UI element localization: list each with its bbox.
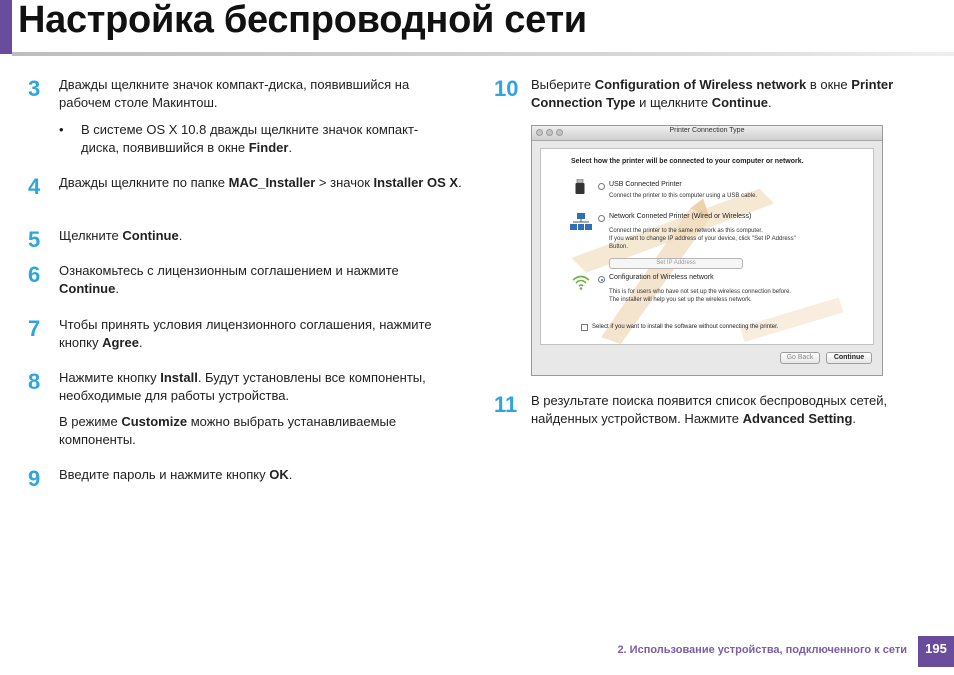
continue-button[interactable]: Continue bbox=[826, 352, 872, 364]
step-number: 7 bbox=[28, 316, 41, 341]
step-text: Введите пароль и нажмите кнопку OK. bbox=[59, 467, 293, 482]
step-number: 9 bbox=[28, 466, 41, 491]
step-number: 5 bbox=[28, 227, 41, 252]
network-icon bbox=[570, 213, 592, 231]
install-without-printer-label: Select if you want to install the software without connecting the printer. bbox=[592, 324, 779, 330]
dialog-title: Printer Connection Type bbox=[669, 127, 745, 134]
dialog-titlebar bbox=[532, 126, 882, 141]
step-text: В результате поиска появится список беспроводных сетей, найденных устройством. Нажмите Advanced Setting. bbox=[531, 393, 888, 426]
step-note: В режиме Customize можно выбрать устанавливаемые компоненты. bbox=[59, 414, 397, 447]
step-number: 3 bbox=[28, 76, 41, 101]
dialog-heading: Select how the printer will be connected to your computer or network. bbox=[571, 158, 804, 165]
wireless-option-label: Configuration of Wireless network bbox=[609, 274, 714, 281]
usb-icon bbox=[574, 179, 586, 195]
network-option-radio[interactable] bbox=[598, 215, 605, 222]
usb-option-radio[interactable] bbox=[598, 183, 605, 190]
printer-connection-dialog bbox=[531, 125, 883, 376]
step-number: 4 bbox=[28, 174, 41, 199]
step-text: Ознакомьтесь с лицензионным соглашением и нажмите Continue. bbox=[59, 263, 399, 296]
title-accent bbox=[0, 0, 12, 54]
network-option-desc: Connect the printer to the same network as this computer. If you want to change IP address of your device, click "Set IP Address" Button. bbox=[609, 228, 796, 250]
bullet-marker: • bbox=[59, 122, 64, 137]
wifi-icon bbox=[572, 274, 590, 290]
step-text: Дважды щелкните значок компакт-диска, появившийся на рабочем столе Макинтош. bbox=[59, 77, 410, 110]
step-text: Щелкните Continue. bbox=[59, 228, 183, 243]
title-divider bbox=[12, 52, 954, 56]
step-number: 10 bbox=[494, 76, 519, 101]
step-number: 8 bbox=[28, 369, 41, 394]
step-number: 6 bbox=[28, 262, 41, 287]
title-bar bbox=[0, 0, 954, 54]
step-text: Дважды щелкните по папке MAC_Installer > значок Installer OS X. bbox=[59, 175, 462, 190]
step-text: Чтобы принять условия лицензионного соглашения, нажмите кнопку Agree. bbox=[59, 317, 432, 350]
page-number: 195 bbox=[918, 636, 954, 667]
footer-chapter: 2. Использование устройства, подключенного к сети bbox=[617, 644, 907, 656]
network-option-label: Network Conneted Printer (Wired or Wireless) bbox=[609, 213, 752, 220]
page-title: Настройка беспроводной сети bbox=[18, 0, 587, 41]
step-text: Нажмите кнопку Install. Будут установлены все компоненты, необходимые для работы устройства. bbox=[59, 370, 426, 403]
step-text: Выберите Configuration of Wireless network в окне Printer Connection Type и щелкните Continue. bbox=[531, 77, 894, 110]
go-back-button[interactable]: Go Back bbox=[780, 352, 820, 364]
step-number: 11 bbox=[494, 392, 518, 417]
usb-option-desc: Connect the printer to this computer using a USB cable. bbox=[609, 193, 758, 199]
install-without-printer-checkbox[interactable] bbox=[581, 324, 588, 331]
bullet-text: В системе OS X 10.8 дважды щелкните значок компакт-диска, появившийся в окне Finder. bbox=[81, 122, 419, 155]
usb-option-label: USB Connected Printer bbox=[609, 181, 682, 188]
wireless-option-desc: This is for users who have not set up the wireless connection before. The installer will help you set up the wireless network. bbox=[609, 289, 792, 303]
dialog-panel bbox=[540, 148, 874, 345]
wireless-option-radio[interactable] bbox=[598, 276, 605, 283]
set-ip-address-button[interactable]: Set IP Address bbox=[609, 258, 743, 269]
